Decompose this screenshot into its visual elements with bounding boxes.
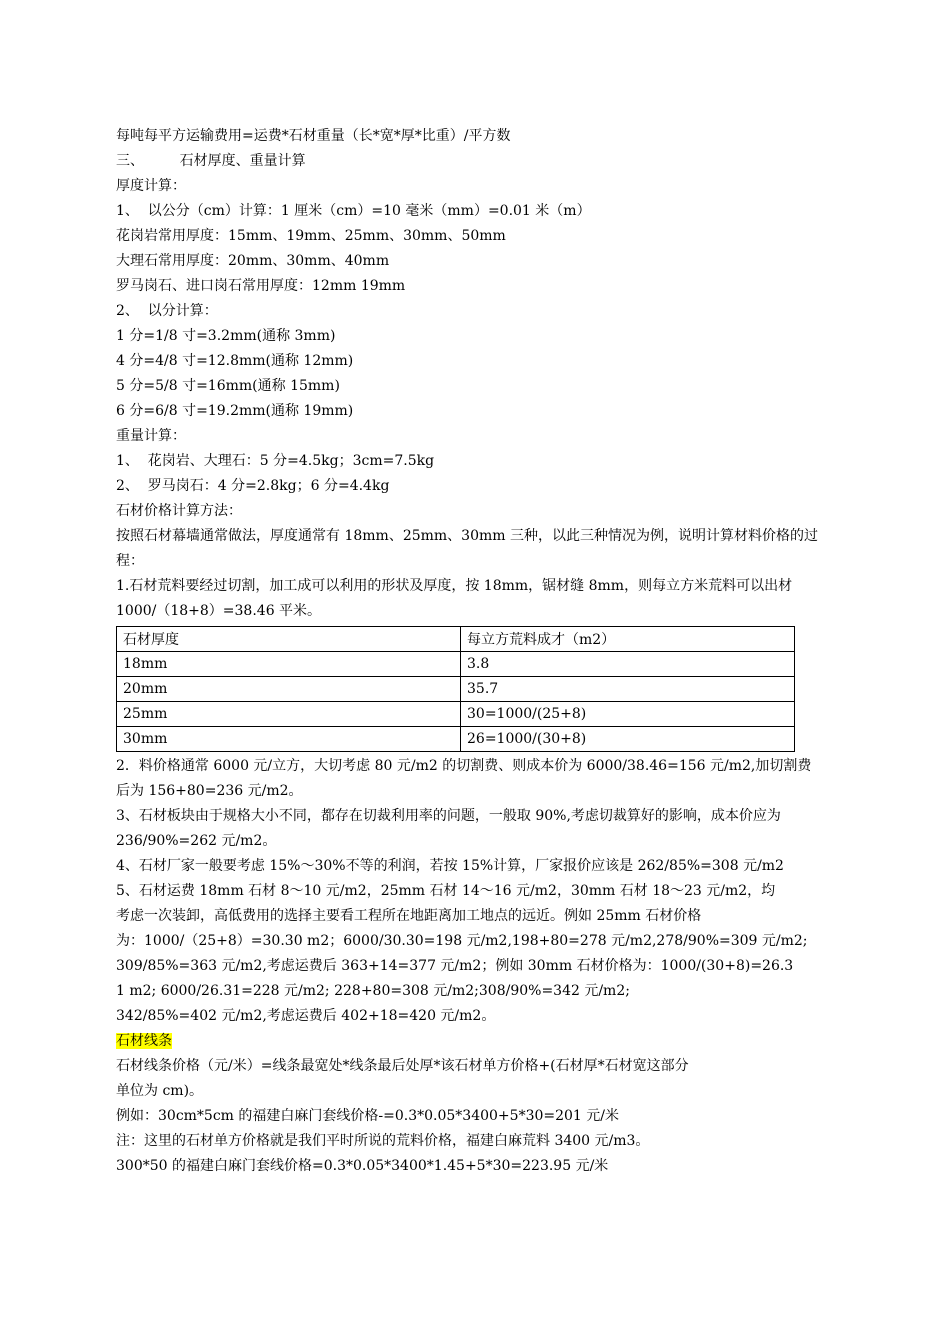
table-cell: 26=1000/(30+8) [461, 727, 795, 752]
text-line: 2、 罗马岗石：4 分=2.8kg；6 分=4.4kg [116, 478, 390, 494]
text-line: 厚度计算： [116, 178, 186, 194]
paragraph-5-line: 342/85%=402 元/m2,考虑运费后 402+18=420 元/m2。 [116, 1008, 496, 1024]
paragraph-5-line: 1 m2; 6000/26.31=228 元/m2; 228+80=308 元/m2;308/90%=342 元/m2; [116, 983, 630, 999]
paragraph-2: 2．料价格通常 6000 元/立方，大切考虑 80 元/m2 的切割费、则成本价为 6000/38.46=156 元/m2,加切割费后为 156+80=236 元/m2。 [116, 758, 812, 799]
text-line: 1、 以公分（cm）计算：1 厘米（cm）=10 毫米（mm）=0.01 米（m） [116, 203, 591, 219]
text-line: 注：这里的石材单方价格就是我们平时所说的荒料价格，福建白麻荒料 3400 元/m3。 [116, 1133, 650, 1149]
table-cell: 20mm [117, 677, 461, 702]
paragraph-5-line: 5、石材运费 18mm 石材 8～10 元/m2，25mm 石材 14～16 元/m2，30mm 石材 18～23 元/m2，均 [116, 883, 776, 899]
paragraph-5-line: 考虑一次装卸，高低费用的选择主要看工程所在地距离加工地点的远近。例如 25mm 石材价格 [116, 908, 702, 924]
text-line: 1 分=1/8 寸=3.2mm(通称 3mm) [116, 328, 336, 344]
table-row [117, 702, 795, 727]
table-cell: 35.7 [461, 677, 795, 702]
paragraph-5-line: 309/85%=363 元/m2,考虑运费后 363+14=377 元/m2；例如 30mm 石材价格为：1000/(30+8)=26.3 [116, 958, 794, 974]
text-line: 1、 花岗岩、大理石：5 分=4.5kg；3cm=7.5kg [116, 453, 435, 469]
table-cell: 18mm [117, 652, 461, 677]
table-cell: 30mm [117, 727, 461, 752]
section-heading: 石材线条 [116, 1033, 172, 1049]
paragraph-5-line: 为：1000/（25+8）=30.30 m2；6000/30.30=198 元/m2,198+80=278 元/m2,278/90%=309 元/m2; [116, 933, 808, 949]
paragraph-4: 4、石材厂家一般要考虑 15%～30%不等的利润，若按 15%计算，厂家报价应该是 262/85%=308 元/m2 [116, 858, 784, 874]
document-body [116, 124, 821, 1179]
table-cell: 3.8 [461, 652, 795, 677]
text-line: 每吨每平方运输费用=运费*石材重量（长*宽*厚*比重）/平方数 [116, 128, 511, 144]
text-line: 例如：30cm*5cm 的福建白麻门套线价格-=0.3*0.05*3400+5*30=201 元/米 [116, 1108, 620, 1124]
paragraph-3: 3、石材板块由于规格大小不同，都存在切裁利用率的问题，一般取 90%,考虑切裁算好的影响，成本价应为 236/90%=262 元/m2。 [116, 808, 781, 849]
table-header-cell: 每立方荒料成才（m2） [461, 627, 795, 652]
paragraph-intro: 按照石材幕墙通常做法，厚度通常有 18mm、25mm、30mm 三种，以此三种情况为例，说明计算材料价格的过程： [116, 528, 818, 569]
text-line: 2、 以分计算： [116, 303, 218, 319]
text-line: 4 分=4/8 寸=12.8mm(通称 12mm) [116, 353, 354, 369]
section-title: 三、 石材厚度、重量计算 [116, 153, 306, 169]
text-line: 6 分=6/8 寸=19.2mm(通称 19mm) [116, 403, 354, 419]
table-cell: 30=1000/(25+8) [461, 702, 795, 727]
text-line: 大理石常用厚度：20mm、30mm、40mm [116, 253, 390, 269]
text-line: 花岗岩常用厚度：15mm、19mm、25mm、30mm、50mm [116, 228, 506, 244]
table-row [117, 727, 795, 752]
table-header-row [117, 627, 795, 652]
text-line: 石材线条价格（元/米）=线条最宽处*线条最后处厚*该石材单方价格+(石材厚*石材宽这部分 [116, 1058, 689, 1074]
text-line: 罗马岗石、进口岗石常用厚度：12mm 19mm [116, 278, 406, 294]
text-line: 5 分=5/8 寸=16mm(通称 15mm) [116, 378, 340, 394]
table-row [117, 677, 795, 702]
text-line: 石材价格计算方法： [116, 503, 242, 519]
text-line: 单位为 cm)。 [116, 1083, 204, 1099]
yield-table [116, 626, 795, 752]
table-cell: 25mm [117, 702, 461, 727]
table-header-cell: 石材厚度 [117, 627, 461, 652]
text-line: 重量计算： [116, 428, 186, 444]
table-row [117, 652, 795, 677]
section-heading-row [116, 1029, 821, 1054]
paragraph-1: 1.石材荒料要经过切割，加工成可以利用的形状及厚度，按 18mm，锯材缝 8mm，则每立方米荒料可以出材 1000/（18+8）=38.46 平米。 [116, 578, 793, 619]
text-line: 300*50 的福建白麻门套线价格=0.3*0.05*3400*1.45+5*30=223.95 元/米 [116, 1158, 609, 1174]
